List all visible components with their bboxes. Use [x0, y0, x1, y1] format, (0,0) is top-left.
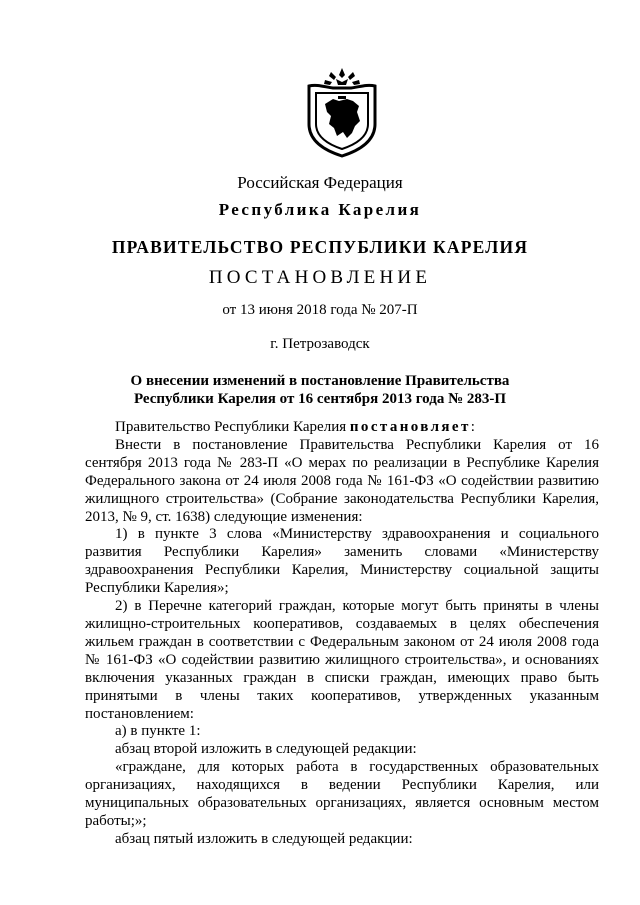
document-subject [0, 372, 640, 408]
body-paragraph: абзац второй изложить в следующей редакции: [115, 741, 417, 758]
republic-name: Республика Карелия [218, 200, 422, 219]
resolves-word: постановляет [349, 419, 471, 435]
government-title: ПРАВИТЕЛЬСТВО РЕСПУБЛИКИ КАРЕЛИЯ [111, 237, 529, 257]
body-paragraph: а) в пункте 1: [115, 723, 201, 740]
body-paragraph: 2) в Перечне категорий граждан, которые могут быть приняты в члены жилищно-строительных кооперативов, создаваемых в целях обеспечения жильем граждан в соответствии с Федеральным законом от 24 июля 2008 года № 161-ФЗ «О содействии развитию жилищного строительства», и основаниях включения указанных граждан в списки граждан, имеющих право быть принятыми в члены таких кооперативов, утвержденных указанным постановлением: [85, 598, 599, 722]
document-body [85, 419, 599, 849]
body-paragraph: Внести в постановление Правительства Республики Карелия от 16 сентября 2013 года № 283-П «О мерах по реализации в Республике Карелия Федерального закона от 24 июля 2008 года № 161-ФЗ «О содействии развитию жилищного строительства» (Собрание законодательства Республики Карелия, 2013, № 9, ст. 1638) следующие изменения: [85, 436, 599, 525]
intro-paragraph [85, 419, 599, 437]
body-paragraph: 1) в пункте 3 слова «Министерству здравоохранения и социального развития Республики Карелия» заменить словами «Министерству здравоохранения Республики Карелия, Министерству социальной защиты Республики Карелия»; [85, 526, 599, 597]
subject-line-2: Республики Карелия от 16 сентября 2013 года № 283-П [133, 391, 507, 407]
country-name: Российская Федерация [237, 173, 403, 192]
body-paragraph: абзац пятый изложить в следующей редакции: [115, 830, 413, 847]
karelia-coat-of-arms-icon [303, 66, 381, 158]
intro-suffix: : [470, 419, 475, 435]
city-line: г. Петрозаводск [270, 336, 370, 352]
subject-line-1: О внесении изменений в постановление Правительства [130, 373, 510, 389]
document-type: ПОСТАНОВЛЕНИЕ [208, 267, 432, 288]
body-paragraph: «граждане, для которых работа в государственных образовательных организациях, находящихся в ведении Республики Карелия, или муниципальных образовательных организациях, является основным местом работы;»; [85, 759, 599, 829]
intro-prefix: Правительство Республики Карелия [115, 419, 350, 435]
date-number-line: от 13 июня 2018 года № 207-П [222, 302, 418, 318]
